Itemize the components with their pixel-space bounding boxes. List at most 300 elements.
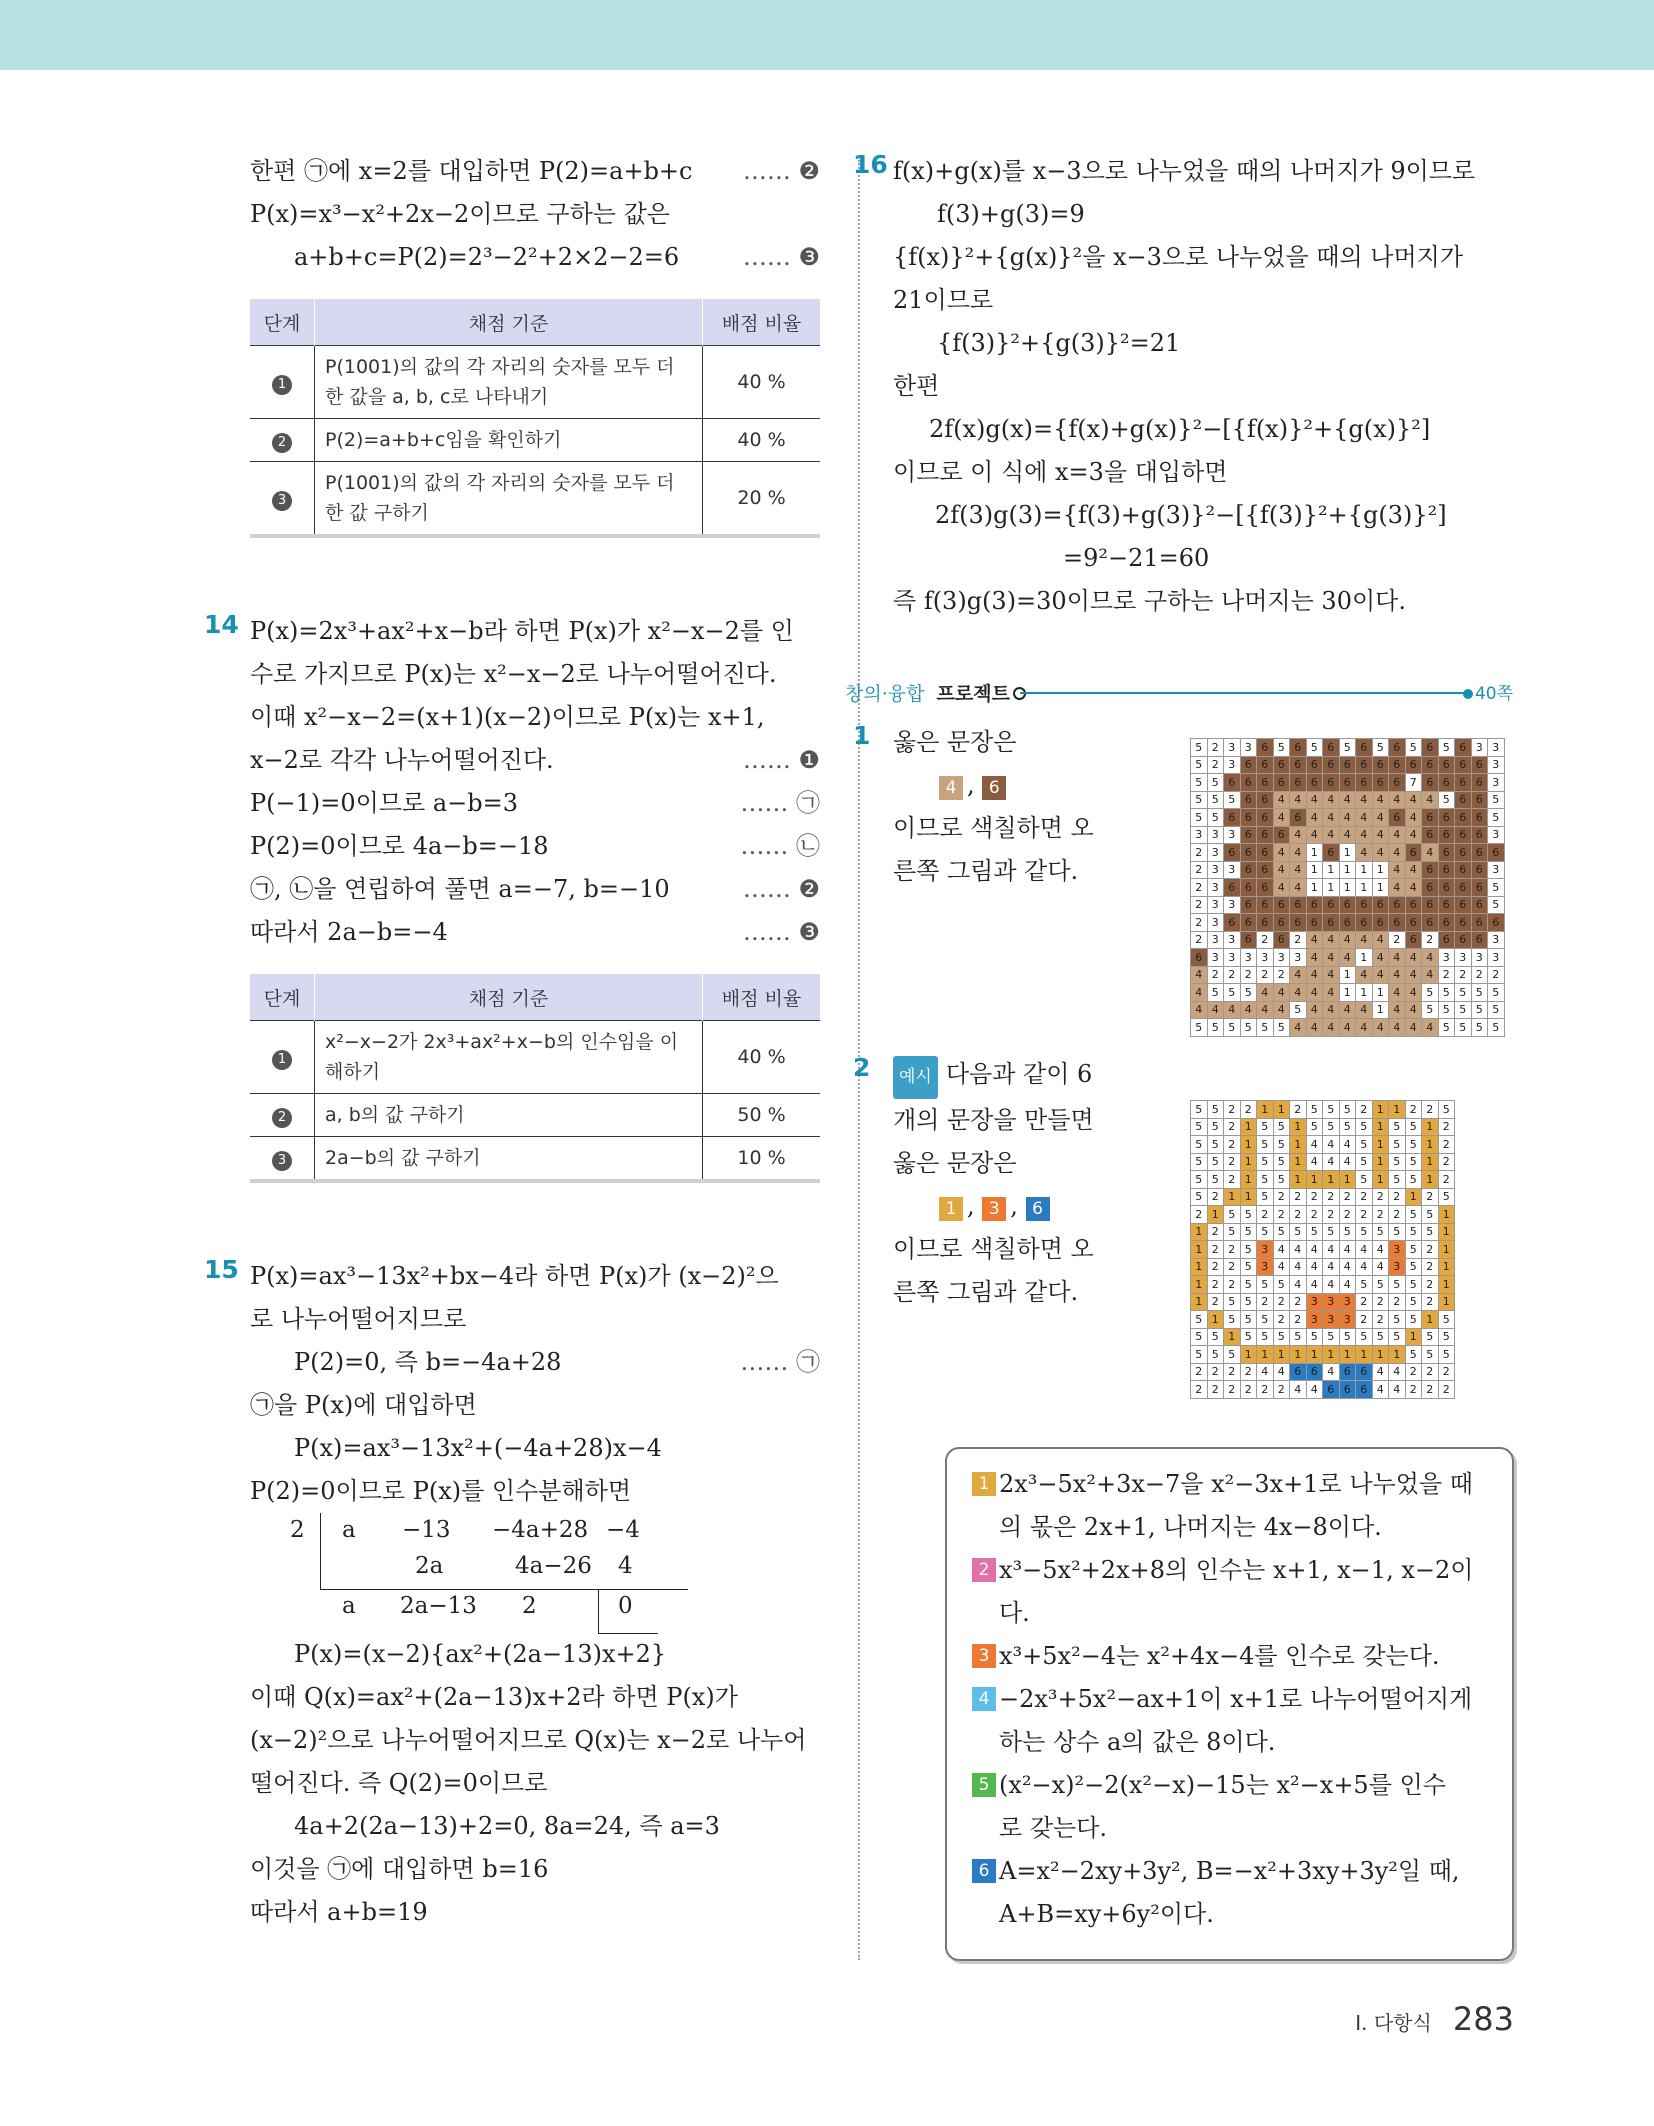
grid-cell: 3	[1488, 861, 1505, 879]
grid-cell: 5	[1438, 1346, 1455, 1364]
statement-number: 3	[972, 1644, 996, 1668]
grid-cell: 4	[1372, 791, 1389, 809]
criterion: a, b의 값 구하기	[315, 1094, 703, 1137]
grid-cell: 3	[1207, 931, 1224, 949]
grid-cell: 2	[1422, 1293, 1439, 1311]
grid-cell: 6	[1273, 756, 1290, 774]
grid-row	[1191, 1293, 1455, 1311]
grid-cell: 4	[1389, 826, 1406, 844]
grid-row	[1191, 1206, 1455, 1224]
grid-cell: 5	[1405, 1206, 1422, 1224]
grid-cell: 5	[1356, 1171, 1373, 1189]
grid-cell: 4	[1339, 809, 1356, 827]
statement-item	[947, 1635, 1512, 1678]
grid-row	[1191, 1311, 1455, 1329]
grid-row	[1191, 791, 1505, 809]
grid-cell: 6	[1389, 756, 1406, 774]
grid-cell: 6	[1455, 756, 1472, 774]
grid-cell: 4	[1290, 844, 1307, 862]
grid-cell: 4	[1372, 966, 1389, 984]
grid-cell: 1	[1207, 1311, 1224, 1329]
q15-line: 이때 Q(x)=ax²+(2a−13)x+2라 하면 P(x)가	[250, 1683, 738, 1711]
synthetic-division: 2 a −13 −4a+28 −4 2a 4a−26 4 a 2a−13 2 0	[290, 1513, 820, 1633]
grid-cell: 1	[1273, 1346, 1290, 1364]
grid-cell: 1	[1240, 1136, 1257, 1154]
grid-cell: 6	[1438, 756, 1455, 774]
grid-cell: 6	[1438, 809, 1455, 827]
question-14	[204, 610, 820, 954]
grid-cell: 5	[1405, 1136, 1422, 1154]
grid-cell: 4	[1389, 1381, 1406, 1399]
grid-cell: 4	[1405, 984, 1422, 1002]
grid-cell: 6	[1455, 896, 1472, 914]
grid-cell: 4	[1306, 1153, 1323, 1171]
grid-cell: 4	[1339, 1136, 1356, 1154]
criterion: x²−x−2가 2x³+ax²+x−b의 인수임을 이해하기	[315, 1021, 703, 1094]
grid-cell: 6	[1422, 861, 1439, 879]
grid-cell: 1	[1422, 1171, 1439, 1189]
grid-cell: 6	[1240, 914, 1257, 932]
grid-cell: 2	[1438, 1118, 1455, 1136]
q14-line: 수로 가지므로 P(x)는 x²−x−2로 나누어떨어진다.	[250, 660, 777, 688]
grid-cell: 2	[1224, 1101, 1241, 1119]
grid-cell: 6	[1471, 774, 1488, 792]
grid-cell: 2	[1224, 1241, 1241, 1259]
grid-cell: 3	[1224, 861, 1241, 879]
grid-cell: 4	[1372, 844, 1389, 862]
grid-cell: 2	[1273, 1188, 1290, 1206]
q14-line: 이때 x²−x−2=(x+1)(x−2)이므로 P(x)는 x+1,	[250, 703, 765, 731]
grid-cell: 6	[1290, 896, 1307, 914]
grid-cell: 1	[1339, 879, 1356, 897]
grid-cell: 6	[1405, 931, 1422, 949]
grid-cell: 4	[1323, 1276, 1340, 1294]
grid-cell: 2	[1257, 1206, 1274, 1224]
grid-cell: 2	[1290, 1188, 1307, 1206]
grid-cell: 5	[1273, 1171, 1290, 1189]
statement-item	[947, 1850, 1512, 1936]
grid-cell: 1	[1438, 1258, 1455, 1276]
grid-cell: 2	[1257, 1293, 1274, 1311]
grid-cell: 2	[1389, 1188, 1406, 1206]
q15-line: 로 나누어떨어지므로	[250, 1305, 467, 1333]
grid-cell: 6	[1240, 774, 1257, 792]
grid-cell: 2	[1207, 1241, 1224, 1259]
answer-box: 3	[982, 1197, 1006, 1221]
grid-row	[1191, 1136, 1455, 1154]
table-row	[250, 1094, 820, 1137]
grid-cell: 2	[1224, 966, 1241, 984]
grid-cell: 2	[1257, 931, 1274, 949]
grid-cell: 5	[1405, 1258, 1422, 1276]
question-number: 15	[204, 1255, 239, 1284]
table-header: 채점 기준	[315, 974, 703, 1021]
grid-row	[1191, 931, 1505, 949]
grid-cell: 3	[1224, 826, 1241, 844]
grid-cell: 4	[1422, 791, 1439, 809]
grid-cell: 4	[1306, 1241, 1323, 1259]
grid-cell: 6	[1438, 861, 1455, 879]
grid-cell: 6	[1257, 896, 1274, 914]
q16-line: f(3)+g(3)=9	[937, 200, 1085, 228]
grid-cell: 6	[1422, 914, 1439, 932]
q15-line: P(2)=0이므로 P(x)를 인수분해하면	[250, 1477, 632, 1505]
grid-cell: 6	[1356, 756, 1373, 774]
grid-cell: 6	[1290, 774, 1307, 792]
grid-cell: 2	[1290, 1206, 1307, 1224]
grid-cell: 4	[1290, 1258, 1307, 1276]
grid-cell: 6	[1257, 809, 1274, 827]
problem-text: 른쪽 그림과 같다.	[893, 857, 1079, 885]
problem-text: 옳은 문장은	[893, 728, 1017, 756]
grid-cell: 6	[1471, 879, 1488, 897]
grid-cell: 2	[1323, 1188, 1340, 1206]
grid-cell: 5	[1356, 1153, 1373, 1171]
grid-cell: 6	[1372, 896, 1389, 914]
statement-item	[947, 1678, 1512, 1764]
grid-cell: 6	[1438, 774, 1455, 792]
grid-cell: 6	[1455, 774, 1472, 792]
grid-cell: 4	[1339, 1001, 1356, 1019]
grid-cell: 3	[1207, 844, 1224, 862]
grid-cell: 6	[1389, 896, 1406, 914]
grid-cell: 4	[1306, 949, 1323, 967]
table-header: 단계	[250, 299, 315, 346]
grid-cell: 3	[1273, 949, 1290, 967]
grid-cell: 5	[1405, 1276, 1422, 1294]
example-badge: 예시	[893, 1056, 938, 1099]
grid-cell: 4	[1422, 1019, 1439, 1037]
grid-row	[1191, 861, 1505, 879]
grid-cell: 1	[1356, 949, 1373, 967]
grid-row	[1191, 949, 1505, 967]
q15-line: P(x)=ax³−13x²+(−4a+28)x−4	[294, 1434, 662, 1462]
grid-cell: 5	[1405, 1118, 1422, 1136]
grid-cell: 5	[1224, 984, 1241, 1002]
grid-cell: 2	[1438, 1363, 1455, 1381]
grid-cell: 2	[1438, 1171, 1455, 1189]
grid-cell: 6	[1257, 879, 1274, 897]
problem-text: 옳은 문장은	[893, 1149, 1017, 1177]
q15-line: 4a+2(2a−13)+2=0, 8a=24, 즉 a=3	[294, 1812, 720, 1840]
grid-cell: 4	[1356, 1001, 1373, 1019]
grid-row	[1191, 739, 1505, 757]
grid-cell: 5	[1191, 1171, 1208, 1189]
grid-cell: 1	[1372, 1001, 1389, 1019]
grid-cell: 5	[1422, 1328, 1439, 1346]
grid-cell: 6	[1339, 1363, 1356, 1381]
q15-line: 따라서 a+b=19	[250, 1898, 428, 1926]
grid-cell: 6	[1240, 844, 1257, 862]
grid-cell: 6	[1455, 844, 1472, 862]
step-number: 2	[272, 1108, 292, 1128]
grid-cell: 5	[1224, 1346, 1241, 1364]
grid-cell: 6	[1306, 774, 1323, 792]
grid-cell: 5	[1207, 809, 1224, 827]
grid-cell: 1	[1372, 984, 1389, 1002]
grid-cell: 6	[1471, 791, 1488, 809]
grid-cell: 1	[1240, 1153, 1257, 1171]
grid-cell: 5	[1207, 791, 1224, 809]
grid-cell: 2	[1273, 966, 1290, 984]
grid-cell: 5	[1339, 1328, 1356, 1346]
grid-cell: 4	[1339, 1153, 1356, 1171]
grid-cell: 5	[1356, 1118, 1373, 1136]
grid-cell: 4	[1339, 949, 1356, 967]
grid-cell: 4	[1257, 1001, 1274, 1019]
grid-cell: 4	[1306, 809, 1323, 827]
grid-cell: 4	[1323, 826, 1340, 844]
grid-cell: 5	[1191, 1311, 1208, 1329]
q15-line: P(2)=0, 즉 b=−4a+28 …… ㉠	[294, 1348, 820, 1376]
step-number: 1	[272, 375, 292, 395]
grid-cell: 4	[1372, 931, 1389, 949]
grid-cell: 5	[1488, 896, 1505, 914]
grid-cell: 4	[1339, 1241, 1356, 1259]
grid-cell: 6	[1389, 739, 1406, 757]
grid-cell: 6	[1339, 756, 1356, 774]
question-number: 14	[204, 610, 239, 639]
grid-cell: 1	[1422, 1153, 1439, 1171]
grid-cell: 6	[1471, 844, 1488, 862]
statement-text: 의 몫은 2x+1, 나머지는 4x−8이다.	[999, 1513, 1382, 1541]
grid-cell: 6	[1257, 791, 1274, 809]
grid-row	[1191, 1171, 1455, 1189]
grid-cell: 6	[1273, 774, 1290, 792]
grid-cell: 5	[1389, 1118, 1406, 1136]
grid-cell: 3	[1339, 1311, 1356, 1329]
grid-cell: 1	[1372, 1118, 1389, 1136]
grid-cell: 5	[1339, 739, 1356, 757]
grid-cell: 4	[1306, 1136, 1323, 1154]
grid-cell: 4	[1339, 791, 1356, 809]
grid-cell: 5	[1273, 1019, 1290, 1037]
grid-cell: 2	[1356, 1101, 1373, 1119]
grid-cell: 4	[1356, 1019, 1373, 1037]
grid-cell: 3	[1389, 1241, 1406, 1259]
grid-cell: 5	[1290, 1223, 1307, 1241]
grid-row	[1191, 1001, 1505, 1019]
grid-cell: 1	[1191, 1258, 1208, 1276]
grid-row	[1191, 1381, 1455, 1399]
grid-cell: 1	[1339, 861, 1356, 879]
grid-cell: 4	[1372, 1258, 1389, 1276]
grid-cell: 4	[1323, 984, 1340, 1002]
grid-cell: 6	[1240, 791, 1257, 809]
q16-line: 한편	[893, 372, 940, 400]
grid-row	[1191, 896, 1505, 914]
grid-cell: 3	[1257, 1241, 1274, 1259]
grid-cell: 6	[1257, 739, 1274, 757]
grid-cell: 2	[1207, 1381, 1224, 1399]
grid-cell: 4	[1306, 1258, 1323, 1276]
grid-cell: 6	[1290, 1363, 1307, 1381]
grid-cell: 6	[1290, 756, 1307, 774]
statement-text: 하는 상수 a의 값은 8이다.	[999, 1728, 1276, 1756]
grid-cell: 6	[1488, 914, 1505, 932]
q16-line: 2f(3)g(3)={f(3)+g(3)}²−[{f(3)}²+{g(3)}²]	[935, 501, 1447, 529]
table-header: 단계	[250, 974, 315, 1021]
grid-cell: 5	[1422, 984, 1439, 1002]
grid-cell: 6	[1405, 844, 1422, 862]
statement-number: 6	[972, 1859, 996, 1883]
grid-cell: 5	[1438, 1019, 1455, 1037]
grid-cell: 2	[1207, 756, 1224, 774]
grid-cell: 5	[1290, 1001, 1307, 1019]
grid-cell: 5	[1372, 1328, 1389, 1346]
grid-cell: 2	[1438, 1153, 1455, 1171]
grid-cell: 2	[1240, 966, 1257, 984]
grid-cell: 4	[1405, 791, 1422, 809]
q13-line-3: a+b+c=P(2)=2³−2²+2×2−2=6 …… ❸	[294, 243, 820, 271]
grid-cell: 4	[1422, 844, 1439, 862]
grid-cell: 5	[1306, 1223, 1323, 1241]
grid-cell: 1	[1438, 1223, 1455, 1241]
grid-cell: 4	[1356, 966, 1373, 984]
grid-cell: 4	[1323, 1136, 1340, 1154]
answer-box: 6	[982, 776, 1006, 800]
grid-cell: 2	[1356, 1188, 1373, 1206]
ratio: 10 %	[703, 1137, 821, 1182]
grid-cell: 5	[1191, 1019, 1208, 1037]
grid-cell: 6	[1240, 879, 1257, 897]
question-15	[204, 1255, 820, 1934]
grid-cell: 5	[1389, 1328, 1406, 1346]
grid-cell: 6	[1306, 914, 1323, 932]
grid-cell: 4	[1273, 1001, 1290, 1019]
statement-item	[947, 1463, 1512, 1549]
section-name: I. 다항식	[1355, 2011, 1432, 2035]
grid-cell: 1	[1372, 1346, 1389, 1364]
problem-text: 이므로 색칠하면 오	[893, 814, 1094, 842]
grid-cell: 5	[1488, 809, 1505, 827]
grid-cell: 5	[1224, 1019, 1241, 1037]
grid-cell: 5	[1488, 984, 1505, 1002]
grid-cell: 2	[1224, 1363, 1241, 1381]
grid-cell: 3	[1306, 1311, 1323, 1329]
grid-cell: 3	[1471, 949, 1488, 967]
grid-cell: 5	[1224, 1206, 1241, 1224]
grid-cell: 3	[1257, 1258, 1274, 1276]
grid-cell: 2	[1191, 896, 1208, 914]
grid-cell: 6	[1471, 809, 1488, 827]
grid-cell: 6	[1471, 931, 1488, 949]
grid-cell: 4	[1306, 966, 1323, 984]
grid-cell: 5	[1257, 1311, 1274, 1329]
grid-cell: 6	[1257, 844, 1274, 862]
grid-cell: 1	[1372, 879, 1389, 897]
grid-cell: 2	[1207, 966, 1224, 984]
grid-cell: 4	[1356, 844, 1373, 862]
grid-cell: 6	[1438, 896, 1455, 914]
grid-cell: 2	[1422, 1258, 1439, 1276]
grid-cell: 1	[1224, 1328, 1241, 1346]
grid-cell: 5	[1257, 1328, 1274, 1346]
grid-cell: 6	[1257, 914, 1274, 932]
grid-cell: 5	[1207, 1171, 1224, 1189]
grid-cell: 5	[1471, 1019, 1488, 1037]
statement-text: A=x²−2xy+3y², B=−x²+3xy+3y²일 때,	[999, 1857, 1460, 1885]
grid-cell: 2	[1207, 1188, 1224, 1206]
grid-cell: 5	[1356, 1328, 1373, 1346]
statement-text: A+B=xy+6y²이다.	[999, 1900, 1214, 1928]
grid-cell: 2	[1455, 966, 1472, 984]
grid-cell: 1	[1323, 861, 1340, 879]
grid-cell: 5	[1471, 984, 1488, 1002]
problem-text: 개의 문장을 만들면	[893, 1106, 1094, 1134]
grid-cell: 1	[1323, 879, 1340, 897]
grid-cell: 2	[1290, 1101, 1307, 1119]
grid-cell: 5	[1273, 1153, 1290, 1171]
q16-line: f(x)+g(x)를 x−3으로 나누었을 때의 나머지가 9이므로	[893, 157, 1476, 185]
grid-cell: 3	[1488, 756, 1505, 774]
grid-cell: 5	[1240, 1019, 1257, 1037]
grid-cell: 5	[1273, 1118, 1290, 1136]
table-row	[250, 462, 820, 537]
grid-cell: 6	[1471, 861, 1488, 879]
grid-cell: 2	[1306, 1188, 1323, 1206]
grid-cell: 6	[1290, 739, 1307, 757]
grid-cell: 1	[1240, 1118, 1257, 1136]
grid-cell: 4	[1339, 1258, 1356, 1276]
grid-row	[1191, 1241, 1455, 1259]
grid-cell: 4	[1422, 966, 1439, 984]
grid-cell: 3	[1207, 949, 1224, 967]
grid-cell: 4	[1323, 931, 1340, 949]
q13-line-2: P(x)=x³−x²+2x−2이므로 구하는 값은	[250, 200, 670, 228]
grid-cell: 4	[1389, 1001, 1406, 1019]
grid-cell: 5	[1240, 984, 1257, 1002]
step-number: 3	[272, 491, 292, 511]
grid-cell: 4	[1290, 826, 1307, 844]
grid-cell: 5	[1339, 1118, 1356, 1136]
grid-cell: 6	[1339, 774, 1356, 792]
grid-cell: 6	[1257, 756, 1274, 774]
grid-cell: 5	[1372, 1276, 1389, 1294]
grid-cell: 2	[1191, 1206, 1208, 1224]
answer-box: 4	[939, 776, 963, 800]
grid-cell: 5	[1224, 791, 1241, 809]
grid-cell: 6	[1339, 896, 1356, 914]
grid-cell: 2	[1422, 1101, 1439, 1119]
grid-cell: 6	[1422, 739, 1439, 757]
grid-cell: 4	[1405, 879, 1422, 897]
grid-row	[1191, 1019, 1505, 1037]
grid-cell: 1	[1339, 844, 1356, 862]
grid-cell: 6	[1422, 809, 1439, 827]
grid-cell: 5	[1240, 1258, 1257, 1276]
answer-box: 6	[1026, 1197, 1050, 1221]
grid-cell: 6	[1273, 896, 1290, 914]
grid-cell: 3	[1323, 1311, 1340, 1329]
grid-cell: 6	[1438, 844, 1455, 862]
grid-cell: 1	[1405, 1188, 1422, 1206]
q15-line: 떨어진다. 즉 Q(2)=0이므로	[250, 1769, 548, 1797]
grid-cell: 4	[1356, 1241, 1373, 1259]
q16-line: 이므로 이 식에 x=3을 대입하면	[893, 458, 1228, 486]
grid-cell: 1	[1339, 1171, 1356, 1189]
grid-cell: 5	[1422, 1001, 1439, 1019]
grid-cell: 2	[1389, 1206, 1406, 1224]
grid-cell: 4	[1257, 984, 1274, 1002]
grid-cell: 2	[1273, 1311, 1290, 1329]
grid-cell: 2	[1191, 914, 1208, 932]
grid-cell: 4	[1389, 984, 1406, 1002]
grid-cell: 4	[1323, 809, 1340, 827]
grid-cell: 5	[1323, 1328, 1340, 1346]
statement-number: 5	[972, 1773, 996, 1797]
grid-cell: 6	[1323, 774, 1340, 792]
